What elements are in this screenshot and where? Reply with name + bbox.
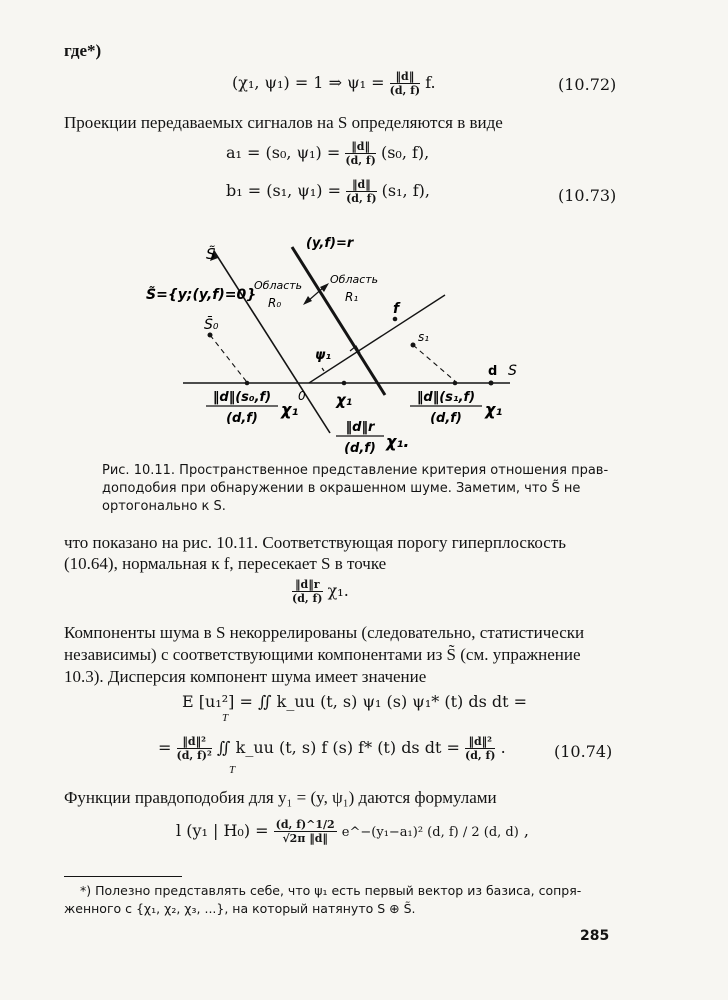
label-chi-left: χ₁ xyxy=(281,400,299,419)
fraction-denominator: (d, f)² xyxy=(176,749,212,762)
arrowhead-icon xyxy=(303,296,312,305)
label-psi: ψ₁ xyxy=(315,348,332,363)
fraction-right-denominator: (d,f) xyxy=(430,411,462,426)
point-s1 xyxy=(411,343,416,348)
footnote-line-1: *) Полезно представлять себе, что ψ₁ есть первый вектор из базиса, сопря- xyxy=(80,883,582,898)
fraction-numerator: ‖d‖r xyxy=(292,578,323,592)
equation-10-74b xyxy=(158,735,506,762)
fraction-numerator: ‖d‖² xyxy=(465,735,496,749)
label-chi-bottom: χ₁. xyxy=(386,432,410,451)
fraction-bottom-denominator: (d,f) xyxy=(344,441,376,456)
projection-s0-dashed xyxy=(210,335,246,381)
equation-10-73b xyxy=(226,178,430,205)
equation-exponential: e^−(y₁−a₁)² (d, f) / 2 (d, d) xyxy=(341,825,519,840)
equation-likelihood xyxy=(176,818,529,845)
equation-number-10-72: (10.72) xyxy=(558,75,617,94)
label-d: d xyxy=(488,364,498,379)
fraction-numerator: (d, f)^1/2 xyxy=(275,818,335,831)
fraction-numerator: ‖d‖² xyxy=(177,735,212,749)
paragraph-2-line-1: что показано на рис. 10.11. Соответствующая порогу гиперплоскость xyxy=(64,533,567,552)
label-region-1: Область xyxy=(330,273,379,286)
fraction-denominator: (d, f) xyxy=(346,192,377,205)
paragraph-3-line-1: Компоненты шума в S некоррелированы (следовательно, статистически xyxy=(64,623,585,642)
fraction xyxy=(346,178,377,205)
label-s0-bar: S̄₀ xyxy=(204,317,219,333)
fraction xyxy=(177,735,212,762)
label-region-0: Область xyxy=(254,279,303,292)
label-chi-right: χ₁ xyxy=(485,400,503,419)
equation-prefix: = xyxy=(158,738,172,757)
page-number: 285 xyxy=(580,928,610,944)
label-s: S xyxy=(508,363,517,379)
fraction xyxy=(274,818,337,845)
footnote-separator xyxy=(64,876,182,877)
point-right xyxy=(453,381,458,386)
equation-rhs: χ₁. xyxy=(327,581,349,600)
projection-s1-dashed xyxy=(413,345,455,381)
equation-end: . xyxy=(500,738,506,757)
equation-integral-subscript: T xyxy=(222,712,229,724)
label-f: f xyxy=(393,301,400,317)
arrowhead-icon xyxy=(320,283,329,292)
equation-body: E [u₁²] = ∬ k_uu (t, s) ψ₁ (s) ψ₁* (t) ds dt = xyxy=(182,692,528,711)
equation-tail: , xyxy=(523,821,530,840)
label-chi-middle: χ₁ xyxy=(336,391,353,409)
label-s1: s₁ xyxy=(418,330,430,344)
fraction xyxy=(465,735,496,762)
equation-lhs: l (y₁ | H₀) = xyxy=(176,821,269,840)
figure-caption-line-2: доподобия при обнаружении в окрашенном шуме. Заметим, что S̃ не xyxy=(102,481,581,496)
fraction-numerator: ‖d‖ xyxy=(390,70,421,84)
fraction xyxy=(292,578,323,605)
paragraph-projections: Проекции передаваемых сигналов на S определяются в виде xyxy=(64,113,503,132)
fraction-denominator: (d, f) xyxy=(345,154,376,167)
equation-10-74a xyxy=(182,692,527,711)
threshold-hyperplane-line xyxy=(292,247,385,395)
fraction-right-numerator: ‖d‖(s₁,f) xyxy=(416,390,476,405)
point-middle xyxy=(342,381,347,386)
paragraph-3-line-3: 10.3). Дисперсия компонент шума имеет значение xyxy=(64,667,427,686)
equation-lhs: (χ₁, ψ₁) = 1 ⇒ ψ₁ = xyxy=(232,73,385,92)
label-r1: R₁ xyxy=(345,290,359,304)
fraction-numerator: ‖d‖ xyxy=(345,140,376,154)
equation-rhs: f. xyxy=(425,73,436,92)
label-set-definition: S̃={y;(y,f)=0} xyxy=(146,287,257,303)
label-s-tilde: S̃ xyxy=(206,245,216,263)
footnote-line-2: женного с {χ₁, χ₂, χ₃, ...}, на который натянуто S ⊕ S̃. xyxy=(64,901,416,916)
fraction-left-numerator: ‖d‖(s₀,f) xyxy=(212,390,272,405)
point-left xyxy=(245,381,250,386)
equation-number-10-74: (10.74) xyxy=(554,742,613,761)
point-d xyxy=(489,381,494,386)
equation-10-73a xyxy=(226,140,429,167)
paragraph-likelihood: Функции правдоподобия для y₁ = (y, ψ₁) даются формулами xyxy=(64,788,497,807)
fraction-denominator: (d, f) xyxy=(464,749,496,762)
label-r0: R₀ xyxy=(268,296,282,310)
equation-rhs: (s₁, f), xyxy=(381,181,430,200)
fraction-bottom-numerator: ‖d‖r xyxy=(345,420,375,435)
figure-caption-line-1: Рис. 10.11. Пространственное представление критерия отношения прав- xyxy=(102,463,609,478)
fraction-denominator: (d, f) xyxy=(292,592,323,605)
figure-caption-line-3: ортогонально к S. xyxy=(102,499,226,514)
point-s0 xyxy=(208,333,213,338)
fraction xyxy=(345,140,376,167)
lead-in-text: где*) xyxy=(64,41,102,60)
equation-rhs: (s₀, f), xyxy=(380,143,430,162)
fraction-numerator: ‖d‖ xyxy=(346,178,377,192)
paragraph-3-line-2: независимы) с соответствующими компонентами из S̃ (см. упражнение xyxy=(64,645,581,664)
equation-middle: ∬ k_uu (t, s) f (s) f* (t) ds dt = xyxy=(216,738,460,757)
equation-lhs: b₁ = (s₁, ψ₁) = xyxy=(226,181,341,200)
fraction-denominator: (d, f) xyxy=(389,84,421,97)
label-yf-r: (y,f)=r xyxy=(306,236,354,251)
fraction-left-denominator: (d,f) xyxy=(226,411,258,426)
figure-10-11 xyxy=(0,225,728,460)
equation-intersection-point xyxy=(292,578,349,605)
equation-lhs: a₁ = (s₀, ψ₁) = xyxy=(226,143,341,162)
equation-10-72 xyxy=(232,70,436,97)
paragraph-2-line-2: (10.64), нормальная к f, пересекает S в точке xyxy=(64,554,387,573)
point-f xyxy=(393,317,398,322)
psi-tick xyxy=(322,368,324,371)
fraction xyxy=(390,70,421,97)
label-origin: 0 xyxy=(298,389,306,403)
equation-integral-subscript: T xyxy=(229,764,236,776)
equation-number-10-73: (10.73) xyxy=(558,186,617,205)
fraction-denominator: √2π ‖d‖ xyxy=(282,832,328,845)
